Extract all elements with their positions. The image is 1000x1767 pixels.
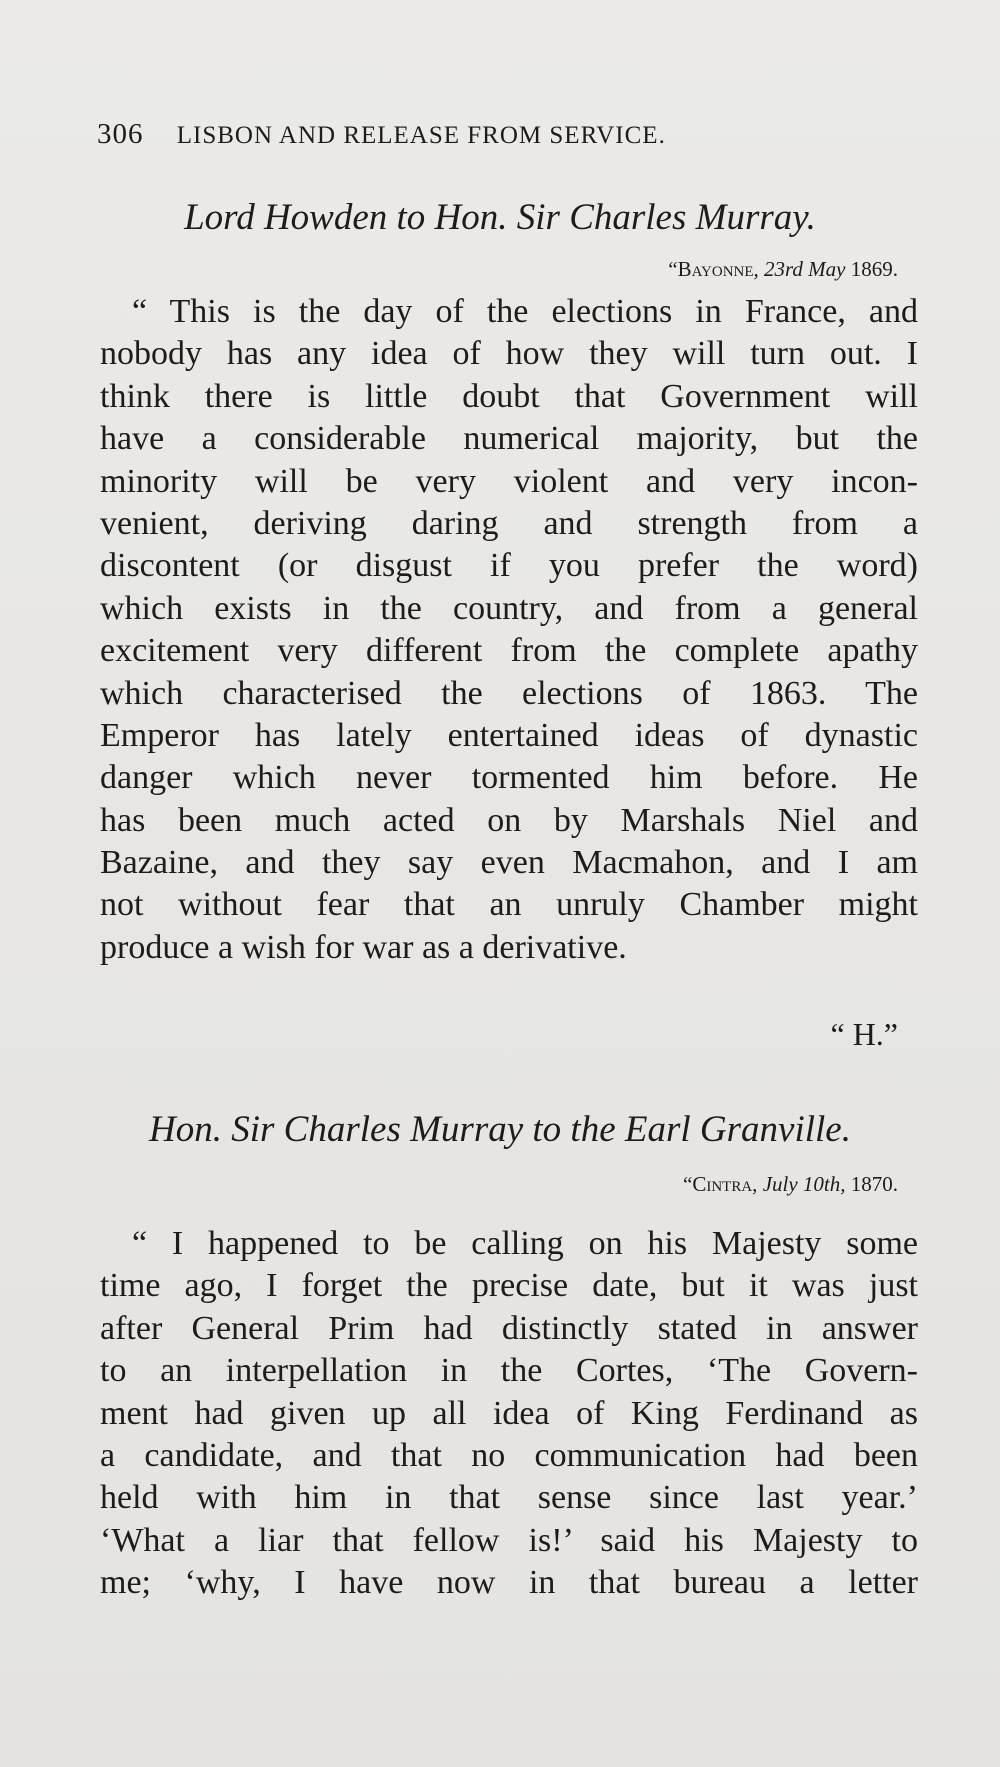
letter-heading: Hon. Sir Charles Murray to the Earl Granville.: [149, 1109, 851, 1150]
letter-dateline: [668, 257, 898, 282]
letter-heading: Lord Howden to Hon. Sir Charles Murray.: [184, 197, 816, 238]
dateline-year: 1869.: [850, 257, 898, 281]
text-line: minority will be very violent and very incon-: [100, 462, 918, 500]
letter-dateline: [683, 1172, 898, 1197]
text-line: ment had given up all idea of King Ferdinand as: [100, 1394, 918, 1432]
letter-body: [100, 1223, 918, 1605]
text-line: not without fear that an unruly Chamber might: [100, 886, 918, 924]
text-line: “ This is the day of the elections in France, and: [132, 293, 918, 330]
text-line: think there is little doubt that Government will: [100, 377, 918, 415]
text-line: danger which never tormented him before. He: [100, 759, 918, 797]
text-line: discontent (or disgust if you prefer the word): [100, 547, 918, 585]
dateline-date: July 10th,: [762, 1172, 846, 1196]
text-line: excitement very different from the complete apathy: [100, 632, 918, 670]
text-line: ‘What a liar that fellow is!’ said his Majesty to: [100, 1521, 918, 1559]
letter-body: [100, 291, 918, 969]
text-line: time ago, I forget the precise date, but it was just: [100, 1267, 918, 1305]
text-line: has been much acted on by Marshals Niel and: [100, 801, 918, 839]
text-line: Emperor has lately entertained ideas of dynastic: [100, 716, 918, 754]
text-line: have a considerable numerical majority, but the: [100, 420, 918, 458]
text-line: Bazaine, and they say even Macmahon, and I am: [100, 844, 918, 882]
text-line: to an interpellation in the Cortes, ‘The Govern-: [100, 1352, 918, 1390]
text-line: after General Prim had distinctly stated in answer: [100, 1309, 918, 1347]
text-line: held with him in that sense since last year.’: [100, 1479, 918, 1517]
running-header: [97, 118, 817, 151]
text-line: nobody has any idea of how they will turn out. I: [100, 335, 918, 373]
text-line: venient, deriving daring and strength from a: [100, 504, 918, 542]
dateline-date: 23rd May: [764, 257, 846, 281]
page-number: 306: [97, 118, 144, 150]
text-line: a candidate, and that no communication had been: [100, 1436, 918, 1474]
text-line: which characterised the elections of 1863. The: [100, 674, 918, 712]
text-line: me; ‘why, I have now in that bureau a letter: [100, 1564, 918, 1602]
dateline-year: 1870.: [850, 1172, 898, 1196]
text-line: “ I happened to be calling on his Majesty some: [132, 1225, 918, 1262]
text-line: which exists in the country, and from a general: [100, 589, 918, 627]
running-title: LISBON AND RELEASE FROM SERVICE.: [176, 122, 666, 149]
letter-signature: “ H.”: [830, 1016, 898, 1052]
dateline-place: “Cintra,: [683, 1172, 758, 1196]
text-line: produce a wish for war as a derivative.: [100, 928, 627, 966]
dateline-place: “Bayonne,: [668, 257, 759, 281]
